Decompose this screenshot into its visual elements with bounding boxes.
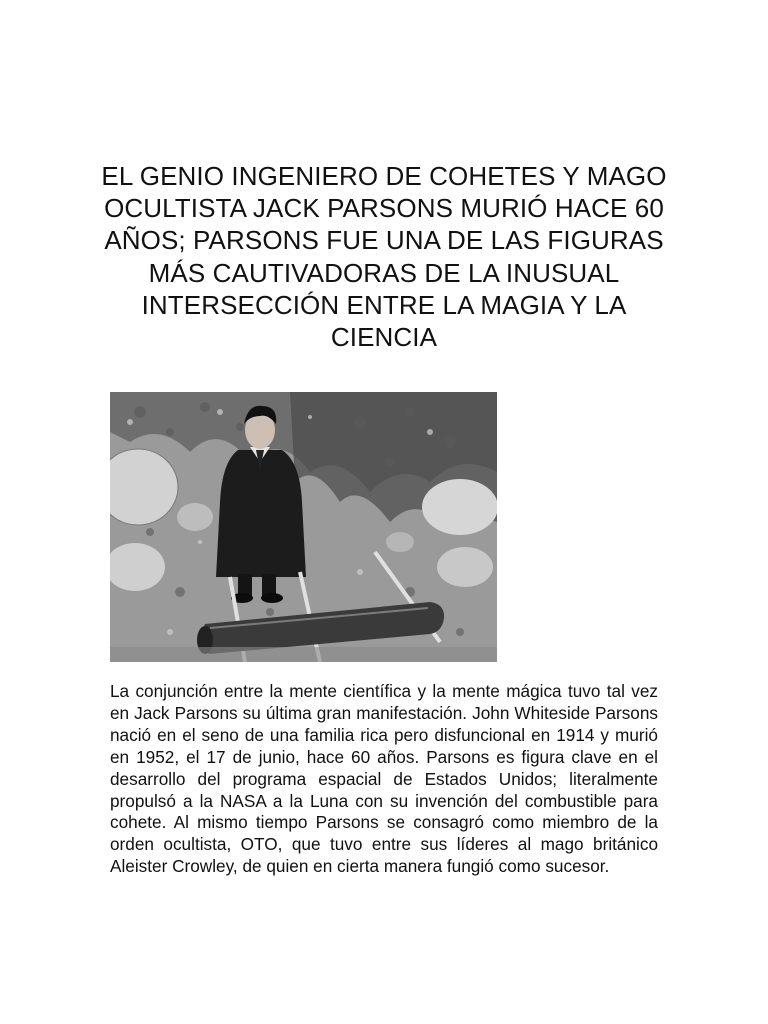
article-photo [110,392,497,662]
article-body: La conjunción entre la mente científica y la mente mágica tuvo tal vez en Jack Parsons su última gran manifestación. John Whiteside Parsons nació en el seno de una familia rica pero disfuncional en 1914 y murió en 1952, el 17 de junio, hace 60 años. Parsons es figura clave en el desarrollo del programa espacial de Estados Unidos; literalmente propulsó a la NASA a la Luna con su invención del combustible para cohete. Al mismo tiempo Parsons se consagró como miembro de la orden ocultista, OTO, que tuvo entre sus líderes al mago británico Aleister Crowley, de quien en cierta manera fungió como sucesor. [110,681,658,877]
article-title: EL GENIO INGENIERO DE COHETES Y MAGO OCULTISTA JACK PARSONS MURIÓ HACE 60 AÑOS; PARSONS FUE UNA DE LAS FIGURAS MÁS CAUTIVADORAS DE LA INUSUAL INTERSECCIÓN ENTRE LA MAGIA Y LA CIENCIA [101,161,667,353]
photo-illustration [110,392,497,662]
